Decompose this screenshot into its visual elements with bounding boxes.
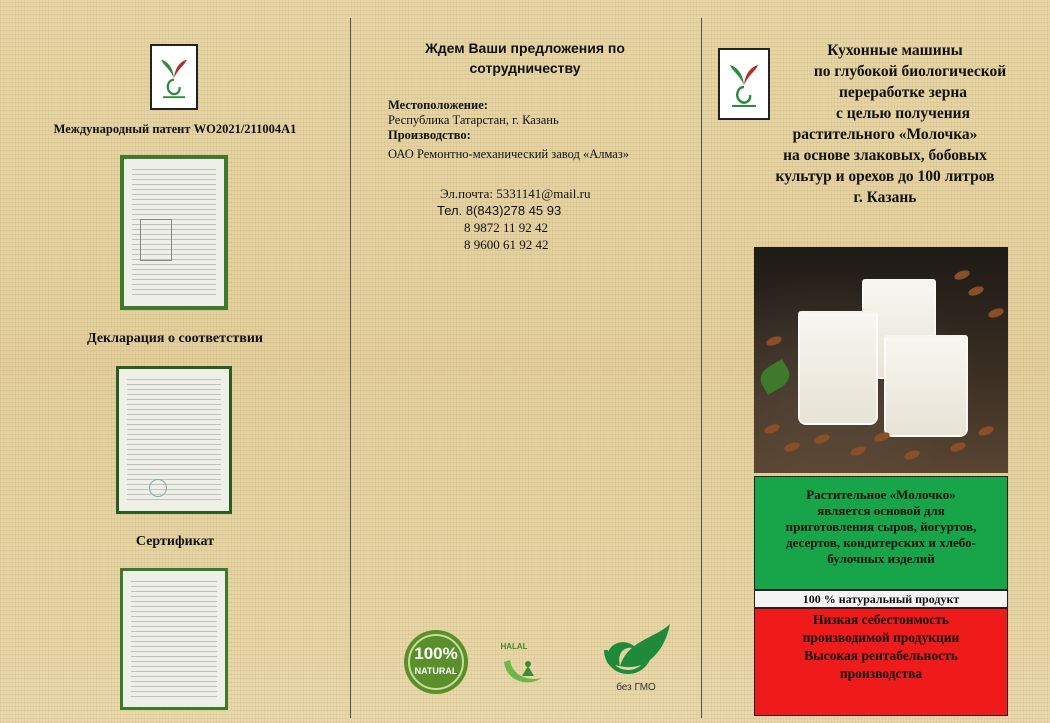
certificate-title: Сертификат [135,534,215,549]
patent-title: Международный патент WO2021/211004A1 [53,122,297,136]
no-gmo-badge [598,620,674,698]
natural-badge-bottom: NATURAL [414,666,458,676]
title-line: культур и орехов до 100 литров [775,168,995,185]
milk-glass [798,311,878,425]
phone-1: Тел. 8(843)278 45 93 [437,203,562,218]
location-label: Местоположение: [388,98,488,112]
company-logo [150,44,198,110]
no-gmo-label: без ГМО [616,682,656,693]
column-divider-left [350,18,351,718]
certificate-document-image [120,568,228,710]
usage-line: булочных изделий [827,551,935,566]
declaration-document-image [116,366,232,514]
usage-line: Растительное «Молочко» [806,487,956,502]
halal-crescent-icon [496,628,560,692]
email-text: Эл.почта: 5331141@mail.ru [440,186,591,201]
title-line: по глубокой биологической [813,63,1007,80]
natural-badge [402,628,470,696]
title-line: г. Казань [853,189,917,206]
phone-3: 8 9600 61 92 42 [464,237,549,252]
title-line: с целью получения [836,105,970,122]
product-title [740,40,1030,208]
benefit-line: Низкая себестоимость [812,612,950,627]
title-line: Кухонные машины [827,42,963,59]
title-line: растительного «Молочка» [792,126,978,143]
title-line: на основе злаковых, бобовых [783,147,987,164]
production-value: ОАО Ремонтно-механический завод «Алмаз» [388,147,630,161]
declaration-title: Декларация о соответствии [87,331,263,346]
milk-glass [884,335,968,437]
production-label: Производство: [388,128,471,142]
plant-milk-photo [754,247,1008,473]
title-line: переработке зерна [838,84,968,101]
no-gmo-leaf-icon [598,620,674,680]
benefit-line: Высокая рентабельность [804,648,958,663]
column-divider-right [701,18,702,718]
phone-2: 8 9872 11 92 42 [464,220,549,235]
natural-product-strip: 100 % натуральный продукт [754,590,1008,608]
natural-badge-top: 100% [414,644,458,663]
benefits-box [754,608,1008,716]
location-value: Республика Татарстан, г. Казань [388,113,559,127]
usage-line: десертов, кондитерских и хлебо- [786,535,976,550]
patent-document-image [120,155,228,310]
usage-line: приготовления сыров, йогуртов, [785,519,977,534]
location-block [388,98,629,162]
benefit-line: производства [839,666,923,681]
contacts-block [437,185,591,253]
halal-label: HALAL [500,642,528,651]
leaf-logo-icon [152,46,196,108]
usage-description-box [754,476,1008,590]
cooperation-heading: Ждем Ваши предложения по сотрудничеству [425,40,625,76]
halal-badge [496,628,560,692]
benefit-line: производимой продукции [802,630,960,645]
usage-line: является основой для [817,503,945,518]
